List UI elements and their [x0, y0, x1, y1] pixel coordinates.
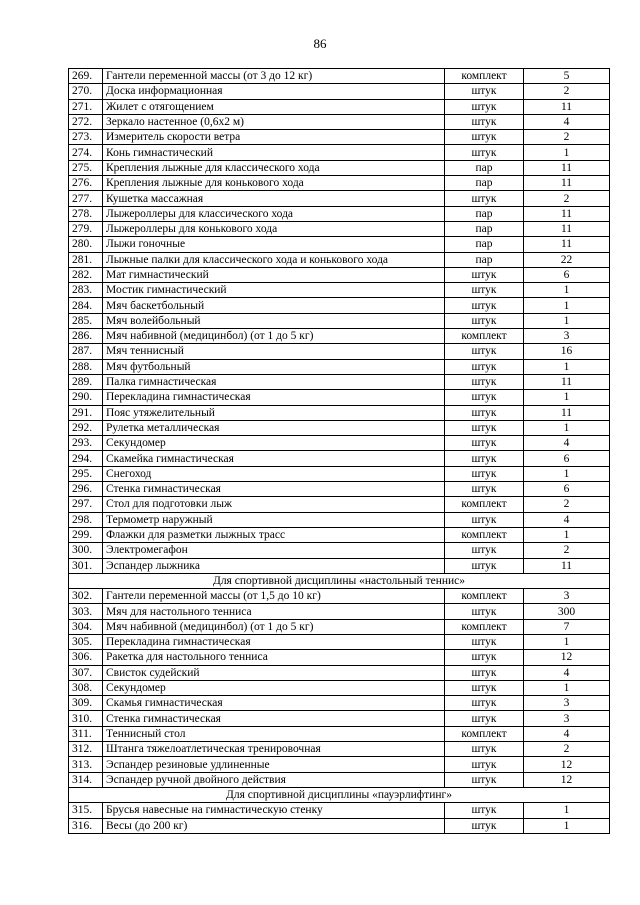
item-unit: комплект — [445, 69, 524, 84]
item-unit: штук — [445, 420, 524, 435]
item-number: 295. — [69, 466, 103, 481]
item-name: Стенка гимнастическая — [103, 711, 445, 726]
table-row — [69, 696, 610, 711]
item-name: Перекладина гимнастическая — [103, 390, 445, 405]
table-row — [69, 344, 610, 359]
table-row — [69, 145, 610, 160]
table-row — [69, 726, 610, 741]
item-unit: штук — [445, 344, 524, 359]
item-quantity: 1 — [524, 298, 610, 313]
table-row — [69, 237, 610, 252]
table-row — [69, 634, 610, 649]
item-name: Мяч теннисный — [103, 344, 445, 359]
item-name: Кушетка массажная — [103, 191, 445, 206]
table-row — [69, 451, 610, 466]
section-title: Для спортивной дисциплины «пауэрлифтинг» — [69, 787, 610, 802]
item-number: 282. — [69, 267, 103, 282]
table-row — [69, 604, 610, 619]
item-quantity: 4 — [524, 512, 610, 527]
item-name: Лыжи гоночные — [103, 237, 445, 252]
table-row — [69, 99, 610, 114]
item-unit: штук — [445, 558, 524, 573]
item-number: 276. — [69, 176, 103, 191]
item-unit: штук — [445, 466, 524, 481]
table-row — [69, 543, 610, 558]
item-number: 286. — [69, 329, 103, 344]
table-row — [69, 665, 610, 680]
item-name: Эспандер резиновые удлиненные — [103, 757, 445, 772]
table-row — [69, 650, 610, 665]
item-number: 269. — [69, 69, 103, 84]
item-number: 300. — [69, 543, 103, 558]
item-unit: штук — [445, 757, 524, 772]
table-row — [69, 160, 610, 175]
table-row — [69, 130, 610, 145]
item-name: Доска информационная — [103, 84, 445, 99]
item-name: Мяч волейбольный — [103, 313, 445, 328]
item-name: Рулетка металлическая — [103, 420, 445, 435]
item-quantity: 1 — [524, 634, 610, 649]
table-row — [69, 374, 610, 389]
item-unit: пар — [445, 237, 524, 252]
item-unit: штук — [445, 405, 524, 420]
item-unit: комплект — [445, 527, 524, 542]
table-row — [69, 420, 610, 435]
item-unit: штук — [445, 665, 524, 680]
item-name: Весы (до 200 кг) — [103, 818, 445, 833]
item-unit: пар — [445, 160, 524, 175]
item-name: Теннисный стол — [103, 726, 445, 741]
item-quantity: 11 — [524, 237, 610, 252]
table-row — [69, 711, 610, 726]
item-quantity: 1 — [524, 466, 610, 481]
item-number: 313. — [69, 757, 103, 772]
equipment-table — [68, 68, 610, 834]
item-name: Мяч набивной (медицинбол) (от 1 до 5 кг) — [103, 329, 445, 344]
table-row — [69, 803, 610, 818]
table-row — [69, 482, 610, 497]
item-quantity: 1 — [524, 818, 610, 833]
item-quantity: 4 — [524, 665, 610, 680]
table-row — [69, 390, 610, 405]
item-quantity: 11 — [524, 405, 610, 420]
item-number: 293. — [69, 436, 103, 451]
item-number: 309. — [69, 696, 103, 711]
item-unit: пар — [445, 176, 524, 191]
item-name: Жилет с отягощением — [103, 99, 445, 114]
item-name: Мяч для настольного тенниса — [103, 604, 445, 619]
item-number: 292. — [69, 420, 103, 435]
item-unit: штук — [445, 267, 524, 282]
item-name: Мостик гимнастический — [103, 283, 445, 298]
table-row — [69, 558, 610, 573]
item-name: Крепления лыжные для конькового хода — [103, 176, 445, 191]
item-number: 296. — [69, 482, 103, 497]
item-number: 285. — [69, 313, 103, 328]
item-name: Перекладина гимнастическая — [103, 634, 445, 649]
table-row — [69, 466, 610, 481]
item-number: 305. — [69, 634, 103, 649]
table-row — [69, 436, 610, 451]
item-unit: штук — [445, 650, 524, 665]
item-quantity: 1 — [524, 313, 610, 328]
item-unit: комплект — [445, 329, 524, 344]
item-unit: штук — [445, 680, 524, 695]
item-unit: штук — [445, 634, 524, 649]
item-quantity: 1 — [524, 420, 610, 435]
item-name: Скамья гимнастическая — [103, 696, 445, 711]
table-row — [69, 329, 610, 344]
item-number: 275. — [69, 160, 103, 175]
item-unit: штук — [445, 374, 524, 389]
item-name: Лыжероллеры для конькового хода — [103, 221, 445, 236]
item-name: Лыжные палки для классического хода и конькового хода — [103, 252, 445, 267]
item-quantity: 1 — [524, 359, 610, 374]
item-quantity: 2 — [524, 130, 610, 145]
item-name: Ракетка для настольного тенниса — [103, 650, 445, 665]
item-quantity: 11 — [524, 176, 610, 191]
item-quantity: 2 — [524, 84, 610, 99]
item-number: 298. — [69, 512, 103, 527]
item-quantity: 1 — [524, 527, 610, 542]
item-number: 289. — [69, 374, 103, 389]
item-unit: штук — [445, 543, 524, 558]
item-quantity: 3 — [524, 589, 610, 604]
item-name: Снегоход — [103, 466, 445, 481]
table-row — [69, 772, 610, 787]
item-number: 291. — [69, 405, 103, 420]
item-quantity: 4 — [524, 726, 610, 741]
table-row — [69, 206, 610, 221]
item-number: 277. — [69, 191, 103, 206]
item-quantity: 3 — [524, 329, 610, 344]
table-row — [69, 283, 610, 298]
table-row — [69, 742, 610, 757]
item-quantity: 11 — [524, 221, 610, 236]
item-unit: штук — [445, 390, 524, 405]
item-quantity: 2 — [524, 191, 610, 206]
item-number: 312. — [69, 742, 103, 757]
item-name: Свисток судейский — [103, 665, 445, 680]
page-number: 86 — [313, 36, 327, 51]
table-row — [69, 757, 610, 772]
table-row — [69, 191, 610, 206]
item-number: 306. — [69, 650, 103, 665]
table-row — [69, 298, 610, 313]
table-row — [69, 267, 610, 282]
item-name: Зеркало настенное (0,6х2 м) — [103, 114, 445, 129]
item-unit: штук — [445, 130, 524, 145]
item-quantity: 11 — [524, 558, 610, 573]
table-row — [69, 69, 610, 84]
item-number: 301. — [69, 558, 103, 573]
item-quantity: 3 — [524, 696, 610, 711]
item-unit: штук — [445, 191, 524, 206]
item-unit: штук — [445, 359, 524, 374]
item-quantity: 2 — [524, 742, 610, 757]
item-quantity: 6 — [524, 482, 610, 497]
item-unit: штук — [445, 512, 524, 527]
item-number: 278. — [69, 206, 103, 221]
item-number: 272. — [69, 114, 103, 129]
item-number: 281. — [69, 252, 103, 267]
item-number: 299. — [69, 527, 103, 542]
item-number: 311. — [69, 726, 103, 741]
item-number: 271. — [69, 99, 103, 114]
item-name: Мяч баскетбольный — [103, 298, 445, 313]
table-row — [69, 818, 610, 833]
table-row — [69, 405, 610, 420]
item-unit: штук — [445, 145, 524, 160]
item-number: 294. — [69, 451, 103, 466]
item-unit: штук — [445, 711, 524, 726]
item-unit: пар — [445, 252, 524, 267]
table-row — [69, 114, 610, 129]
item-name: Термометр наружный — [103, 512, 445, 527]
item-quantity: 1 — [524, 145, 610, 160]
item-quantity: 5 — [524, 69, 610, 84]
item-unit: штук — [445, 772, 524, 787]
item-unit: комплект — [445, 619, 524, 634]
table-row — [69, 527, 610, 542]
table-row — [69, 589, 610, 604]
item-quantity: 1 — [524, 680, 610, 695]
item-name: Секундомер — [103, 436, 445, 451]
item-quantity: 2 — [524, 497, 610, 512]
item-quantity: 22 — [524, 252, 610, 267]
item-quantity: 3 — [524, 711, 610, 726]
item-quantity: 1 — [524, 390, 610, 405]
item-unit: штук — [445, 283, 524, 298]
item-name: Электромегафон — [103, 543, 445, 558]
item-quantity: 1 — [524, 803, 610, 818]
item-number: 290. — [69, 390, 103, 405]
item-name: Палка гимнастическая — [103, 374, 445, 389]
item-quantity: 6 — [524, 451, 610, 466]
item-number: 274. — [69, 145, 103, 160]
item-quantity: 2 — [524, 543, 610, 558]
item-name: Конь гимнастический — [103, 145, 445, 160]
table-row — [69, 252, 610, 267]
item-number: 273. — [69, 130, 103, 145]
item-quantity: 300 — [524, 604, 610, 619]
item-name: Мяч набивной (медицинбол) (от 1 до 5 кг) — [103, 619, 445, 634]
table-row — [69, 497, 610, 512]
item-name: Измеритель скорости ветра — [103, 130, 445, 145]
item-name: Крепления лыжные для классического хода — [103, 160, 445, 175]
item-unit: штук — [445, 696, 524, 711]
item-name: Пояс утяжелительный — [103, 405, 445, 420]
item-unit: штук — [445, 298, 524, 313]
item-quantity: 1 — [524, 283, 610, 298]
item-number: 287. — [69, 344, 103, 359]
item-unit: штук — [445, 451, 524, 466]
item-number: 302. — [69, 589, 103, 604]
item-number: 297. — [69, 497, 103, 512]
table-row — [69, 84, 610, 99]
section-title: Для спортивной дисциплины «настольный теннис» — [69, 573, 610, 588]
item-unit: пар — [445, 221, 524, 236]
equipment-table-body — [69, 69, 610, 834]
table-row — [69, 512, 610, 527]
item-quantity: 6 — [524, 267, 610, 282]
item-number: 310. — [69, 711, 103, 726]
item-quantity: 11 — [524, 99, 610, 114]
item-number: 307. — [69, 665, 103, 680]
item-number: 279. — [69, 221, 103, 236]
item-quantity: 11 — [524, 160, 610, 175]
item-name: Гантели переменной массы (от 1,5 до 10 кг) — [103, 589, 445, 604]
item-name: Флажки для разметки лыжных трасс — [103, 527, 445, 542]
item-unit: штук — [445, 84, 524, 99]
item-name: Брусья навесные на гимнастическую стенку — [103, 803, 445, 818]
table-row — [69, 313, 610, 328]
item-quantity: 12 — [524, 772, 610, 787]
item-number: 316. — [69, 818, 103, 833]
item-unit: штук — [445, 313, 524, 328]
item-name: Стенка гимнастическая — [103, 482, 445, 497]
item-number: 304. — [69, 619, 103, 634]
table-row — [69, 221, 610, 236]
item-name: Мяч футбольный — [103, 359, 445, 374]
item-unit: штук — [445, 604, 524, 619]
item-number: 270. — [69, 84, 103, 99]
item-unit: штук — [445, 482, 524, 497]
item-number: 280. — [69, 237, 103, 252]
table-row — [69, 176, 610, 191]
item-number: 315. — [69, 803, 103, 818]
item-quantity: 4 — [524, 436, 610, 451]
item-number: 284. — [69, 298, 103, 313]
item-name: Секундомер — [103, 680, 445, 695]
table-row — [69, 359, 610, 374]
item-name: Скамейка гимнастическая — [103, 451, 445, 466]
item-unit: пар — [445, 206, 524, 221]
item-unit: комплект — [445, 497, 524, 512]
item-unit: штук — [445, 99, 524, 114]
item-unit: штук — [445, 742, 524, 757]
item-quantity: 11 — [524, 374, 610, 389]
section-header-row — [69, 573, 610, 588]
item-unit: штук — [445, 436, 524, 451]
item-quantity: 12 — [524, 757, 610, 772]
item-name: Мат гимнастический — [103, 267, 445, 282]
table-row — [69, 619, 610, 634]
item-quantity: 16 — [524, 344, 610, 359]
item-name: Гантели переменной массы (от 3 до 12 кг) — [103, 69, 445, 84]
item-number: 283. — [69, 283, 103, 298]
item-quantity: 11 — [524, 206, 610, 221]
item-number: 314. — [69, 772, 103, 787]
item-number: 303. — [69, 604, 103, 619]
item-unit: штук — [445, 803, 524, 818]
item-quantity: 12 — [524, 650, 610, 665]
item-name: Стол для подготовки лыж — [103, 497, 445, 512]
item-quantity: 7 — [524, 619, 610, 634]
item-number: 288. — [69, 359, 103, 374]
section-header-row — [69, 787, 610, 802]
item-name: Лыжероллеры для классического хода — [103, 206, 445, 221]
item-name: Штанга тяжелоатлетическая тренировочная — [103, 742, 445, 757]
table-row — [69, 680, 610, 695]
item-unit: штук — [445, 818, 524, 833]
item-name: Эспандер ручной двойного действия — [103, 772, 445, 787]
item-number: 308. — [69, 680, 103, 695]
item-quantity: 4 — [524, 114, 610, 129]
item-unit: штук — [445, 114, 524, 129]
item-name: Эспандер лыжника — [103, 558, 445, 573]
item-unit: комплект — [445, 726, 524, 741]
item-unit: комплект — [445, 589, 524, 604]
